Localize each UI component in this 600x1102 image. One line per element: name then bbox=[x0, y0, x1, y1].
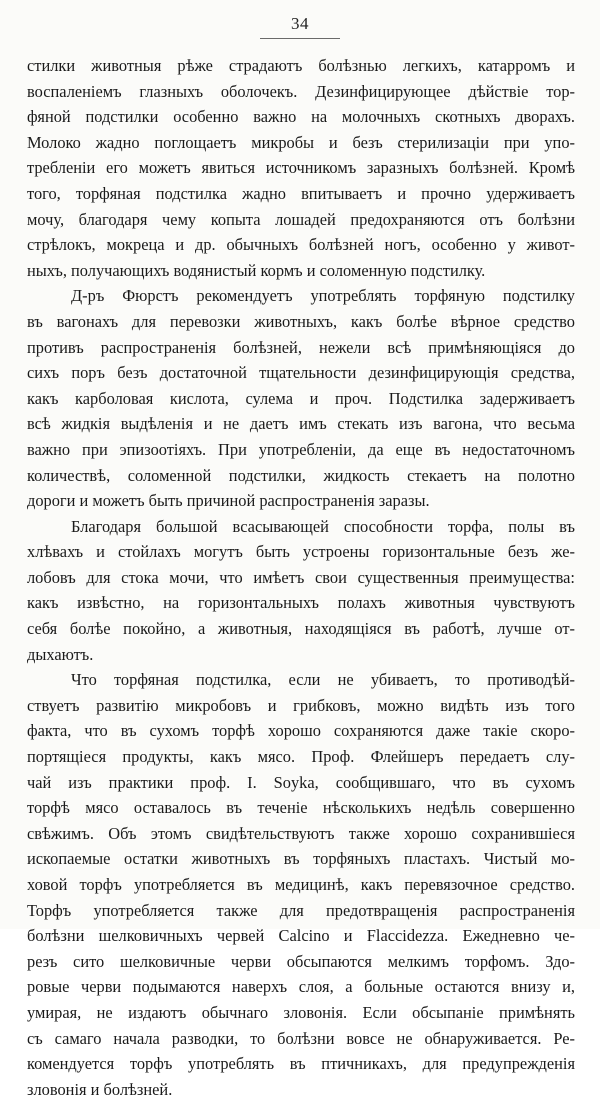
text-line: того, торфяная подстилка жадно впитываетъ и прочно удерживаетъ bbox=[27, 183, 575, 203]
text-line: воспаленіемъ глазныхъ оболочекъ. Дезинфицирующее дѣйствіе тор- bbox=[27, 81, 575, 101]
text-line: ствуетъ развитію микробовъ и грибковъ, можно видѣть изъ того bbox=[27, 695, 575, 715]
text-line: комендуется торфъ употреблять въ птичникахъ, для предупрежденія bbox=[27, 1054, 575, 1074]
paragraph-2 bbox=[27, 283, 575, 513]
text-line: торфѣ мясо оставалось въ теченіе нѣсколькихъ недѣль совершенно bbox=[27, 798, 575, 818]
paragraph-3 bbox=[27, 514, 575, 668]
text-line: Д-ръ Фюрстъ рекомендуетъ употреблять торфяную подстилку bbox=[71, 286, 575, 306]
text-line: дыхаютъ. bbox=[27, 644, 94, 664]
text-line: противъ распространенія болѣзней, нежели всѣ примѣняющіяся до bbox=[27, 337, 575, 357]
text-line: какъ карболовая кислота, сулема и проч. Подстилка задерживаетъ bbox=[27, 388, 575, 408]
text-line: зловонія и болѣзней. bbox=[27, 1079, 173, 1099]
text-line: стрѣлокъ, мокреца и др. обычныхъ болѣзней ногъ, особенно у живот- bbox=[27, 235, 575, 255]
text-line: факта, что въ сухомъ торфѣ хорошо сохраняются даже такіе скоро- bbox=[27, 721, 575, 741]
text-line: какъ извѣстно, на горизонтальныхъ полахъ животныя чувствуютъ bbox=[27, 593, 575, 613]
text-line: лобовъ для стока мочи, что имѣетъ свои существенныя преимущества: bbox=[27, 567, 575, 587]
text-line: количествѣ, соломенной подстилки, жидкость стекаетъ на полотно bbox=[27, 465, 575, 485]
text-line: умирая, не издаютъ обычнаго зловонія. Если обсыпаніе примѣнять bbox=[27, 1002, 575, 1022]
text-line: мочу, благодаря чему копыта лошадей предохраняются отъ болѣзни bbox=[27, 209, 575, 229]
text-line: съ самаго начала разводки, то болѣзни вовсе не обнаруживается. Ре- bbox=[27, 1028, 575, 1048]
text-line: ископаемые остатки животныхъ въ торфяныхъ пластахъ. Чистый мо- bbox=[27, 849, 575, 869]
text-line: Что торфяная подстилка, если не убиваетъ, то противодѣй- bbox=[71, 670, 575, 690]
text-line: важно при эпизоотіяхъ. При употребленіи, да еще въ недостаточномъ bbox=[27, 439, 575, 459]
text-line: себя болѣе покойно, а животныя, находящіяся въ работѣ, лучше от- bbox=[27, 619, 575, 639]
text-line: сихъ поръ безъ достаточной тщательности дезинфицирующія средства, bbox=[27, 363, 575, 383]
body-text bbox=[27, 53, 575, 1102]
text-line: дороги и можетъ быть причиной распространенія заразы. bbox=[27, 491, 430, 511]
page-number: 34 bbox=[291, 14, 309, 33]
text-line: портящіеся продукты, какъ мясо. Проф. Флейшеръ передаетъ слу- bbox=[27, 747, 575, 767]
text-line: ровые черви подымаются наверхъ слоя, а больные остаются внизу и, bbox=[27, 977, 575, 997]
text-line: болѣзни шелковичныхъ червей Calcino и Flaccidezza. Ежедневно че- bbox=[27, 926, 575, 946]
text-line: чай изъ практики проф. I. Soyka, сообщившаго, что въ сухомъ bbox=[27, 772, 575, 792]
paragraph-4 bbox=[27, 667, 575, 1102]
text-line: фяной подстилки особенно важно на молочныхъ скотныхъ дворахъ. bbox=[27, 107, 575, 127]
text-line: Молоко жадно поглощаетъ микробы и безъ стерилизаціи при упо- bbox=[27, 132, 575, 152]
text-line: всѣ жидкія выдѣленія и не даетъ имъ стекать изъ вагона, что весьма bbox=[27, 414, 575, 434]
paragraph-1 bbox=[27, 53, 575, 283]
text-line: свѣжимъ. Объ этомъ свидѣтельствуютъ также хорошо сохранившіеся bbox=[27, 823, 575, 843]
text-line: хлѣвахъ и стойлахъ могутъ быть устроены горизонтальные безъ же- bbox=[27, 542, 575, 562]
header-rule bbox=[260, 38, 340, 39]
text-line: ныхъ, получающихъ водянистый кормъ и соломенную подстилку. bbox=[27, 260, 486, 280]
text-line: резъ сито шелковичные черви обсыпаются мелкимъ торфомъ. Здо- bbox=[27, 951, 575, 971]
text-line: ховой торфъ употребляется въ медицинѣ, какъ перевязочное средство. bbox=[27, 875, 575, 894]
text-line: въ вагонахъ для перевозки животныхъ, какъ болѣе вѣрное средство bbox=[27, 311, 575, 331]
text-line: Торфъ употребляется также для предотвращенія распространенія bbox=[27, 900, 575, 920]
text-line: требленіи его можетъ явиться источникомъ заразныхъ болѣзней. Кромѣ bbox=[27, 158, 575, 178]
text-line: стилки животныя рѣже страдаютъ болѣзнью легкихъ, катарромъ и bbox=[27, 56, 575, 75]
text-line: Благодаря большой всасывающей способности торфа, полы въ bbox=[71, 516, 575, 536]
